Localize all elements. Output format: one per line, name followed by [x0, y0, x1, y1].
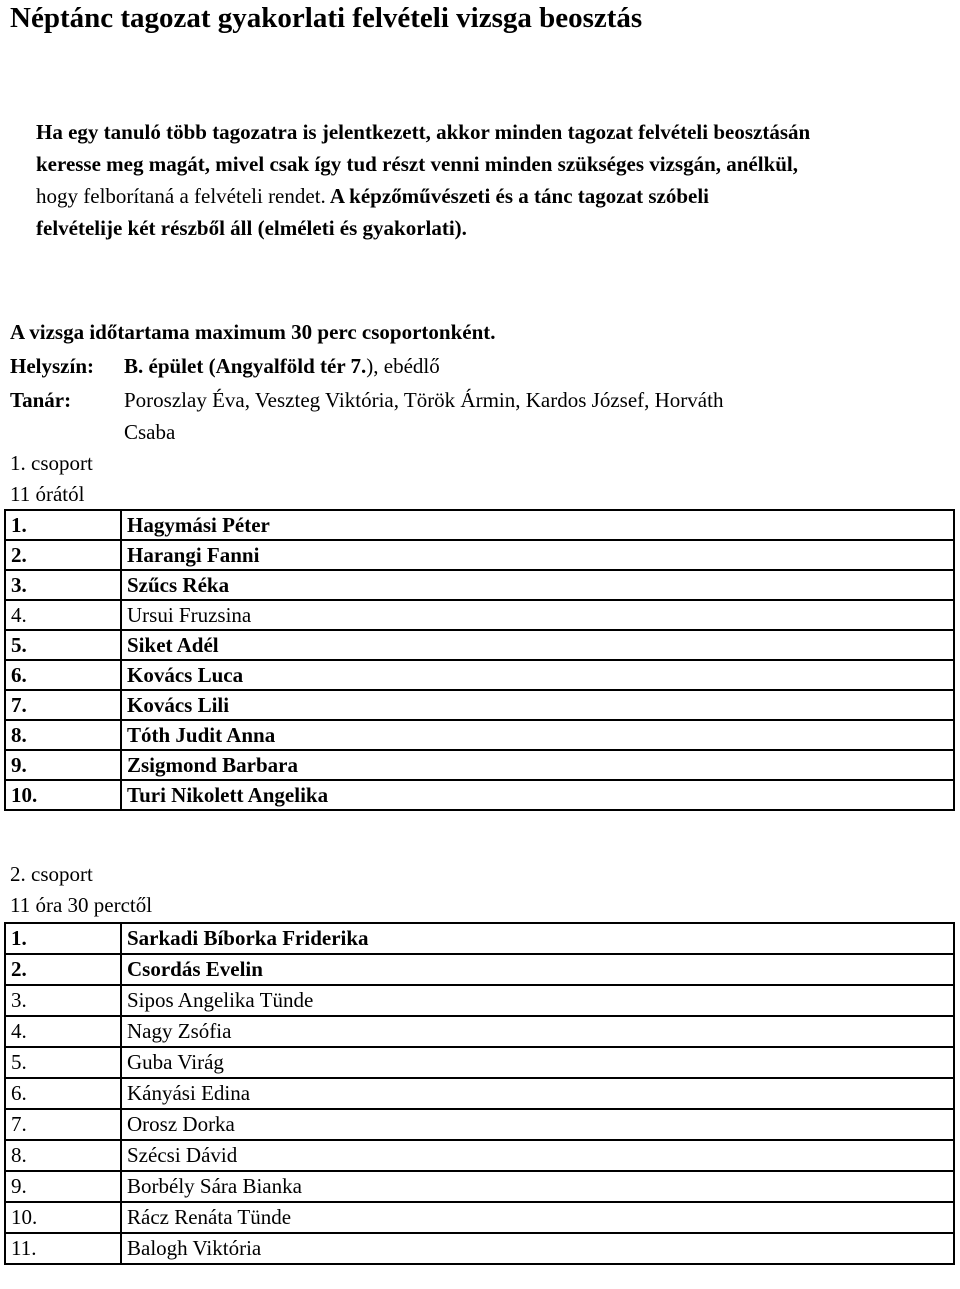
group1-title: 1. csoport [10, 451, 93, 475]
row-number: 10. [5, 1202, 121, 1233]
student-name: Borbély Sára Bianka [121, 1171, 954, 1202]
table-row [5, 750, 954, 780]
table-row [5, 720, 954, 750]
student-name: Harangi Fanni [121, 540, 954, 570]
table-row [5, 1078, 954, 1109]
group1-table-body [5, 510, 954, 810]
exam-duration: A vizsga időtartama maximum 30 perc csoportonként. [10, 320, 496, 344]
row-number: 5. [5, 1047, 121, 1078]
intro-paragraph [36, 116, 936, 244]
student-name: Szűcs Réka [121, 570, 954, 600]
row-number: 8. [5, 1140, 121, 1171]
student-name: Tóth Judit Anna [121, 720, 954, 750]
table-row [5, 630, 954, 660]
table-row [5, 1047, 954, 1078]
location-value-bold: B. épület (Angyalföld tér 7. [124, 354, 367, 378]
row-number: 4. [5, 600, 121, 630]
row-number: 1. [5, 510, 121, 540]
student-name: Zsigmond Barbara [121, 750, 954, 780]
teacher-label: Tanár: [10, 388, 72, 412]
student-name: Turi Nikolett Angelika [121, 780, 954, 810]
teacher-value-line2: Csaba [124, 420, 176, 444]
group2-table [4, 922, 955, 1265]
location-value [124, 350, 440, 382]
student-name: Csordás Evelin [121, 954, 954, 985]
student-name: Sarkadi Bíborka Friderika [121, 923, 954, 954]
intro-line-normal-part: hogy felborítaná a felvételi rendet. [36, 184, 326, 208]
row-number: 3. [5, 985, 121, 1016]
table-row [5, 780, 954, 810]
intro-line: felvételije két részből áll (elméleti és gyakorlati). [36, 216, 467, 240]
row-number: 11. [5, 1233, 121, 1264]
student-name: Kovács Luca [121, 660, 954, 690]
row-number: 9. [5, 1171, 121, 1202]
table-row [5, 1171, 954, 1202]
intro-line: keresse meg magát, mivel csak így tud részt venni minden szükséges vizsgán, anélkül, [36, 152, 799, 176]
row-number: 3. [5, 570, 121, 600]
student-name: Rácz Renáta Tünde [121, 1202, 954, 1233]
group2-time: 11 óra 30 perctől [10, 893, 153, 917]
table-row [5, 1202, 954, 1233]
teacher-value-line1: Poroszlay Éva, Veszteg Viktória, Török Ármin, Kardos József, Horváth [124, 388, 724, 412]
row-number: 6. [5, 1078, 121, 1109]
group2-title: 2. csoport [10, 862, 93, 886]
group1-time: 11 órától [10, 482, 85, 506]
student-name: Hagymási Péter [121, 510, 954, 540]
table-row [5, 954, 954, 985]
table-row [5, 540, 954, 570]
page-title: Néptánc tagozat gyakorlati felvételi vizsga beosztás [10, 2, 643, 34]
student-name: Orosz Dorka [121, 1109, 954, 1140]
student-name: Guba Virág [121, 1047, 954, 1078]
table-row [5, 923, 954, 954]
row-number: 5. [5, 630, 121, 660]
location-label: Helyszín: [10, 354, 94, 378]
intro-line-bold-part: A képzőművészeti és a tánc tagozat szóbeli [329, 184, 709, 208]
row-number: 1. [5, 923, 121, 954]
row-number: 10. [5, 780, 121, 810]
row-number: 7. [5, 1109, 121, 1140]
table-row [5, 1016, 954, 1047]
student-name: Nagy Zsófia [121, 1016, 954, 1047]
student-name: Szécsi Dávid [121, 1140, 954, 1171]
table-row [5, 660, 954, 690]
table-row [5, 570, 954, 600]
student-name: Kovács Lili [121, 690, 954, 720]
student-name: Balogh Viktória [121, 1233, 954, 1264]
location-value-normal: ), ebédlő [366, 354, 440, 378]
row-number: 6. [5, 660, 121, 690]
table-row [5, 690, 954, 720]
student-name: Kányási Edina [121, 1078, 954, 1109]
table-row [5, 510, 954, 540]
row-number: 2. [5, 954, 121, 985]
table-row [5, 985, 954, 1016]
row-number: 9. [5, 750, 121, 780]
row-number: 8. [5, 720, 121, 750]
table-row [5, 1233, 954, 1264]
intro-line [36, 180, 936, 212]
student-name: Siket Adél [121, 630, 954, 660]
student-name: Sipos Angelika Tünde [121, 985, 954, 1016]
row-number: 2. [5, 540, 121, 570]
group1-table [4, 509, 955, 811]
row-number: 4. [5, 1016, 121, 1047]
table-row [5, 1109, 954, 1140]
group2-table-body [5, 923, 954, 1264]
table-row [5, 600, 954, 630]
intro-line: Ha egy tanuló több tagozatra is jelentkezett, akkor minden tagozat felvételi beosztásán [36, 120, 811, 144]
student-name: Ursui Fruzsina [121, 600, 954, 630]
row-number: 7. [5, 690, 121, 720]
table-row [5, 1140, 954, 1171]
